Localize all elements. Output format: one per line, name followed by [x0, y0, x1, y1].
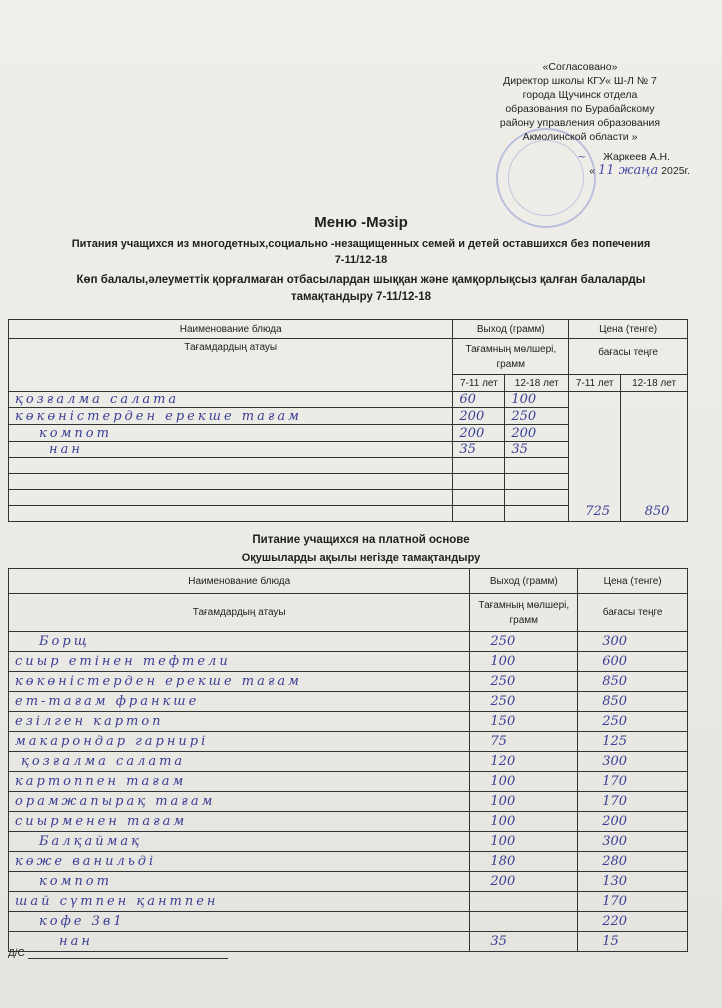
dish-price: 850 — [578, 672, 688, 692]
dish-price: 200 — [578, 812, 688, 832]
dish-output — [470, 892, 578, 912]
dish-price: 220 — [578, 912, 688, 932]
header-name-ru: Наименование блюда — [9, 569, 470, 594]
dish-name: орамжапырақ тағам — [9, 792, 470, 812]
page-title: Меню -Мәзір — [314, 214, 408, 231]
dish-output-7-11: 35 — [453, 442, 505, 458]
dish-name: езілген картоп — [9, 712, 470, 732]
dish-name: көкөністерден ерекше тағам — [9, 408, 453, 425]
dish-output-12-18: 35 — [505, 442, 569, 458]
dish-price: 850 — [578, 692, 688, 712]
paid-title-ru: Питание учащихся на платной основе — [252, 534, 470, 546]
empty-cell — [9, 458, 453, 474]
dish-name: Балқаймақ — [9, 832, 470, 852]
header-age-12-18: 12-18 лет — [505, 375, 569, 392]
paid-title-kz: Оқушыларды ақылы негізде тамақтандыру — [241, 552, 481, 564]
empty-cell — [9, 474, 453, 490]
dish-price: 170 — [578, 892, 688, 912]
dish-price: 300 — [578, 752, 688, 772]
dish-output-12-18: 200 — [505, 425, 569, 442]
dish-price: 600 — [578, 652, 688, 672]
subtitle-kz — [0, 272, 722, 306]
signature: ~ — [577, 151, 587, 163]
header-price-kz: бағасы теңге — [569, 339, 688, 375]
footer-label: Д/С — [8, 948, 25, 959]
total-price-7-11: 725 — [569, 392, 621, 522]
header-price-ru: Цена (тенге) — [578, 569, 688, 594]
signer-name: Жаркеев А.Н. — [603, 151, 670, 163]
dish-name: көкөністерден ерекше тағам — [9, 672, 470, 692]
subtitle-ru — [0, 236, 722, 268]
subtitle-kz-text-2: тамақтандыру 7-11/12-18 — [290, 291, 432, 303]
dish-price: 170 — [578, 772, 688, 792]
header-price-age-12-18: 12-18 лет — [621, 375, 688, 392]
approval-line: образования по Бурабайскому — [505, 103, 655, 115]
dish-price: 300 — [578, 632, 688, 652]
header-output-ru: Выход (грамм) — [470, 569, 578, 594]
dish-output: 250 — [470, 632, 578, 652]
empty-cell — [453, 490, 505, 506]
date-line — [470, 164, 690, 178]
empty-cell — [453, 458, 505, 474]
dish-output: 250 — [470, 672, 578, 692]
header-price-ru: Цена (тенге) — [569, 320, 688, 339]
dish-output: 200 — [470, 872, 578, 892]
dish-output-7-11: 60 — [453, 392, 505, 408]
header-name-kz: Тағамдардың атауы — [9, 594, 470, 632]
subtitle-ru-text: Питания учащихся из многодетных,социально -незащищенных семей и детей оставшихся без попечения — [71, 238, 651, 250]
dish-name: шай сүтпен қантпен — [9, 892, 470, 912]
approval-line: города Щучинск отдела — [522, 89, 638, 101]
footer-signature-line — [28, 948, 228, 959]
dish-name: ет-тағам франкше — [9, 692, 470, 712]
dish-output: 100 — [470, 772, 578, 792]
dish-output-7-11: 200 — [453, 425, 505, 442]
menu-table-free — [8, 319, 688, 522]
approval-line: Акмолинской области » — [522, 131, 638, 143]
header-name-ru: Наименование блюда — [9, 320, 453, 339]
approval-line: району управления образования — [499, 117, 661, 129]
header-price-kz: бағасы теңге — [578, 594, 688, 632]
dish-name: сиыр етінен тефтели — [9, 652, 470, 672]
approval-line: Директор школы КГУ« Ш-Л № 7 — [503, 75, 657, 87]
dish-name: компот — [9, 872, 470, 892]
dish-name: қозғалма салата — [9, 752, 470, 772]
dish-price: 250 — [578, 712, 688, 732]
signer-line — [470, 150, 690, 164]
subtitle-kz-text: Көп балалы,әлеуметтік қорғалмаған отбасылардан шыққан және қамқорлықсыз қалған балаларды — [76, 274, 646, 286]
empty-cell — [505, 474, 569, 490]
empty-cell — [453, 506, 505, 522]
empty-cell — [505, 490, 569, 506]
dish-name: көже ванильді — [9, 852, 470, 872]
dish-name: Борщ — [9, 632, 470, 652]
dish-output: 250 — [470, 692, 578, 712]
approval-block — [470, 60, 690, 178]
approval-line: «Согласовано» — [542, 61, 618, 73]
menu-table-paid — [8, 568, 688, 952]
dish-price: 170 — [578, 792, 688, 812]
dish-output: 120 — [470, 752, 578, 772]
empty-cell — [505, 506, 569, 522]
header-output-kz: Тағамның мөлшері, грамм — [470, 594, 578, 632]
dish-output-12-18: 250 — [505, 408, 569, 425]
dish-name: компот — [9, 425, 453, 442]
dish-output-7-11: 200 — [453, 408, 505, 425]
dish-output: 100 — [470, 832, 578, 852]
dish-name: нан — [9, 932, 470, 952]
date-handwritten: 11 жаңа — [598, 163, 659, 178]
empty-cell — [9, 490, 453, 506]
dish-price: 125 — [578, 732, 688, 752]
dish-name: кофе 3в1 — [9, 912, 470, 932]
total-price-12-18: 850 — [621, 392, 688, 522]
dish-name: нан — [9, 442, 453, 458]
dish-output: 100 — [470, 652, 578, 672]
dish-price: 280 — [578, 852, 688, 872]
empty-cell — [9, 506, 453, 522]
date-suffix: 2025г. — [661, 165, 690, 177]
dish-name: қозғалма салата — [9, 392, 453, 408]
dish-output: 75 — [470, 732, 578, 752]
dish-name: макарондар гарнирі — [9, 732, 470, 752]
empty-cell — [505, 458, 569, 474]
dish-output: 180 — [470, 852, 578, 872]
date-prefix: « — [589, 165, 596, 177]
header-name-kz: Тағамдардың атауы — [9, 339, 453, 392]
dish-price: 130 — [578, 872, 688, 892]
dish-output: 100 — [470, 812, 578, 832]
header-price-age-7-11: 7-11 лет — [569, 375, 621, 392]
dish-name: сиырменен тағам — [9, 812, 470, 832]
empty-cell — [453, 474, 505, 490]
dish-output: 150 — [470, 712, 578, 732]
dish-output: 35 — [470, 932, 578, 952]
header-output-kz: Тағамның мөлшері, грамм — [453, 339, 569, 375]
header-output-ru: Выход (грамм) — [453, 320, 569, 339]
footer-ds — [8, 948, 228, 959]
dish-output: 100 — [470, 792, 578, 812]
dish-output — [470, 912, 578, 932]
header-age-7-11: 7-11 лет — [453, 375, 505, 392]
dish-price: 300 — [578, 832, 688, 852]
dish-name: картоппен тағам — [9, 772, 470, 792]
dish-price: 15 — [578, 932, 688, 952]
dish-output-12-18: 100 — [505, 392, 569, 408]
subtitle-ru-age: 7-11/12-18 — [334, 254, 388, 266]
